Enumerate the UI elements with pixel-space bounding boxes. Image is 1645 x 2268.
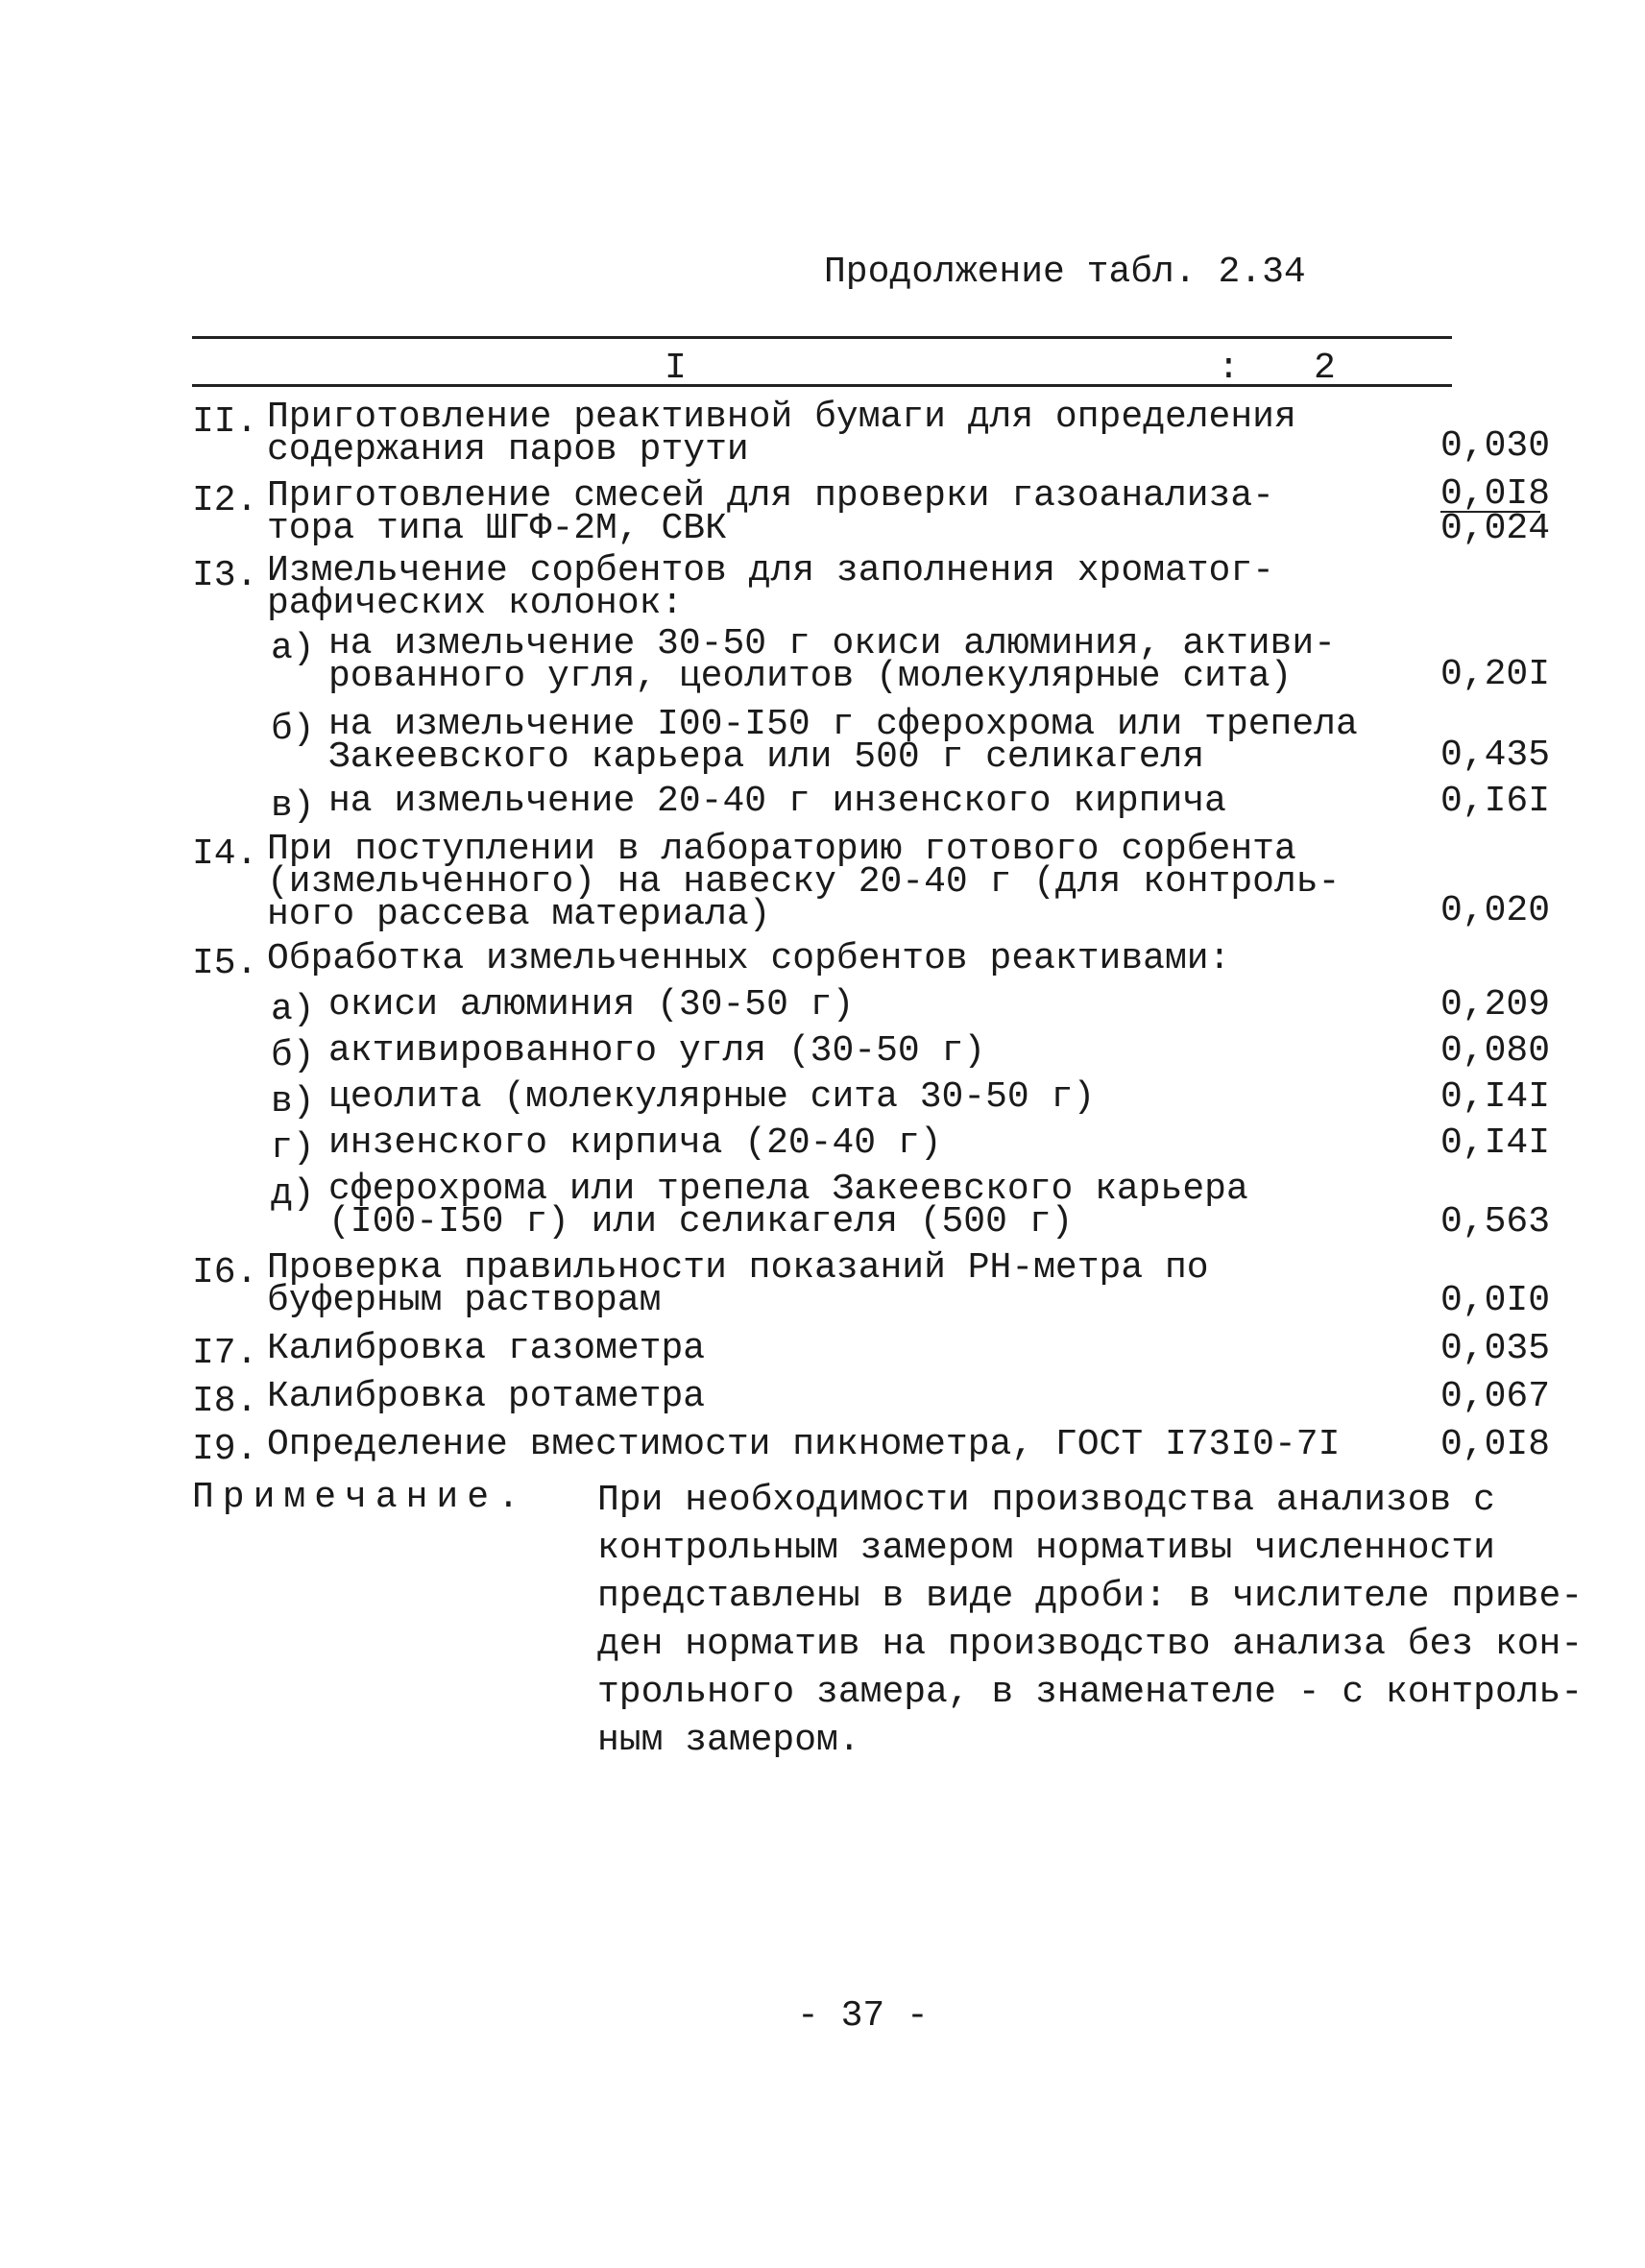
row-value: 0,067 bbox=[1440, 1376, 1551, 1417]
row-description: Калибровка газометра bbox=[267, 1328, 706, 1369]
fraction-value bbox=[1440, 473, 1551, 549]
header-bottom-rule bbox=[192, 384, 1452, 387]
row-number: I2. bbox=[192, 480, 258, 521]
row-value: 0,I4I bbox=[1440, 1122, 1551, 1164]
sub-row-label: а) bbox=[271, 628, 315, 669]
row-number: I3. bbox=[192, 555, 258, 596]
page-number: - 37 - bbox=[797, 1995, 929, 2037]
row-value: 0,080 bbox=[1440, 1030, 1551, 1072]
sub-row-description: на измельчение 30-50 г окиси алюминия, активи- рованного угля, цеолитов (молекулярные сита) bbox=[328, 623, 1336, 697]
column-2-header: 2 bbox=[1314, 348, 1336, 389]
row-number: I6. bbox=[192, 1252, 258, 1293]
row-value: 0,563 bbox=[1440, 1201, 1551, 1243]
row-value: 0,435 bbox=[1440, 735, 1551, 776]
row-value: 0,20I bbox=[1440, 654, 1551, 695]
sub-row-description: окиси алюминия (30-50 г) bbox=[328, 984, 855, 1025]
row-number: I7. bbox=[192, 1333, 258, 1374]
column-1-header: I bbox=[665, 348, 687, 389]
row-value: 0,020 bbox=[1440, 890, 1551, 931]
row-description: Измельчение сорбентов для заполнения хроматог- рафических колонок: bbox=[267, 550, 1274, 624]
row-description: Проверка правильности показаний РН-метра по буферным растворам bbox=[267, 1247, 1209, 1321]
sub-row-description: на измельчение 20-40 г инзенского кирпича bbox=[328, 781, 1226, 822]
row-value: 0,035 bbox=[1440, 1328, 1551, 1369]
sub-row-description: сферохрома или трепела Закеевского карьера (I00-I50 г) или селикагеля (500 г) bbox=[328, 1169, 1248, 1243]
sub-row-description: активированного угля (30-50 г) bbox=[328, 1030, 986, 1072]
row-description: При поступлении в лабораторию готового сорбента (измельченного) на навеску 20-40 г (для контроль- ного рассева материала) bbox=[267, 829, 1341, 935]
sub-row-label: б) bbox=[271, 709, 315, 750]
note-label: Примечание. bbox=[192, 1477, 528, 1518]
row-value: 0,209 bbox=[1440, 984, 1551, 1025]
header-top-rule bbox=[192, 336, 1452, 339]
row-description: Определение вместимости пикнометра, ГОСТ I73I0-7I bbox=[267, 1424, 1341, 1465]
row-description: Приготовление реактивной бумаги для определения содержания паров ртути bbox=[267, 397, 1296, 470]
sub-row-description: инзенского кирпича (20-40 г) bbox=[328, 1122, 942, 1164]
row-number: I8. bbox=[192, 1381, 258, 1422]
sub-row-description: цеолита (молекулярные сита 30-50 г) bbox=[328, 1076, 1096, 1118]
sub-row-label: б) bbox=[271, 1035, 315, 1076]
row-description: Обработка измельченных сорбентов реактивами: bbox=[267, 938, 1231, 979]
fraction-numerator: 0,0I8 bbox=[1440, 473, 1551, 515]
sub-row-label: а) bbox=[271, 989, 315, 1030]
row-number: II. bbox=[192, 401, 258, 443]
note-text: При необходимости производства анализов с контрольным замером нормативы численности представлены в виде дроби: в числителе приве- ден норматив на производство анализа без кон- трольного замера, в знаменателе - с контроль- ным замером. bbox=[597, 1480, 1584, 1761]
row-value: 0,I4I bbox=[1440, 1076, 1551, 1118]
row-number: I5. bbox=[192, 943, 258, 984]
row-value: 0,I6I bbox=[1440, 781, 1551, 822]
fraction-denominator: 0,024 bbox=[1440, 508, 1551, 549]
sub-row-description: на измельчение I00-I50 г сферохрома или трепела Закеевского карьера или 500 г селикагеля bbox=[328, 704, 1358, 778]
row-value: 0,0I8 bbox=[1440, 1424, 1551, 1465]
sub-row-label: г) bbox=[271, 1127, 315, 1169]
row-description: Приготовление смесей для проверки газоанализа- тора типа ШГФ-2М, СВК bbox=[267, 475, 1274, 549]
row-number: I9. bbox=[192, 1429, 258, 1470]
column-separator: : bbox=[1218, 348, 1240, 389]
sub-row-label: д) bbox=[271, 1173, 315, 1215]
row-number: I4. bbox=[192, 833, 258, 875]
sub-row-label: в) bbox=[271, 785, 315, 827]
row-description: Калибровка ротаметра bbox=[267, 1376, 706, 1417]
sub-row-label: в) bbox=[271, 1081, 315, 1122]
table-continuation-caption: Продолжение табл. 2.34 bbox=[824, 252, 1306, 293]
row-value: 0,0I0 bbox=[1440, 1280, 1551, 1321]
row-value: 0,030 bbox=[1440, 425, 1551, 467]
